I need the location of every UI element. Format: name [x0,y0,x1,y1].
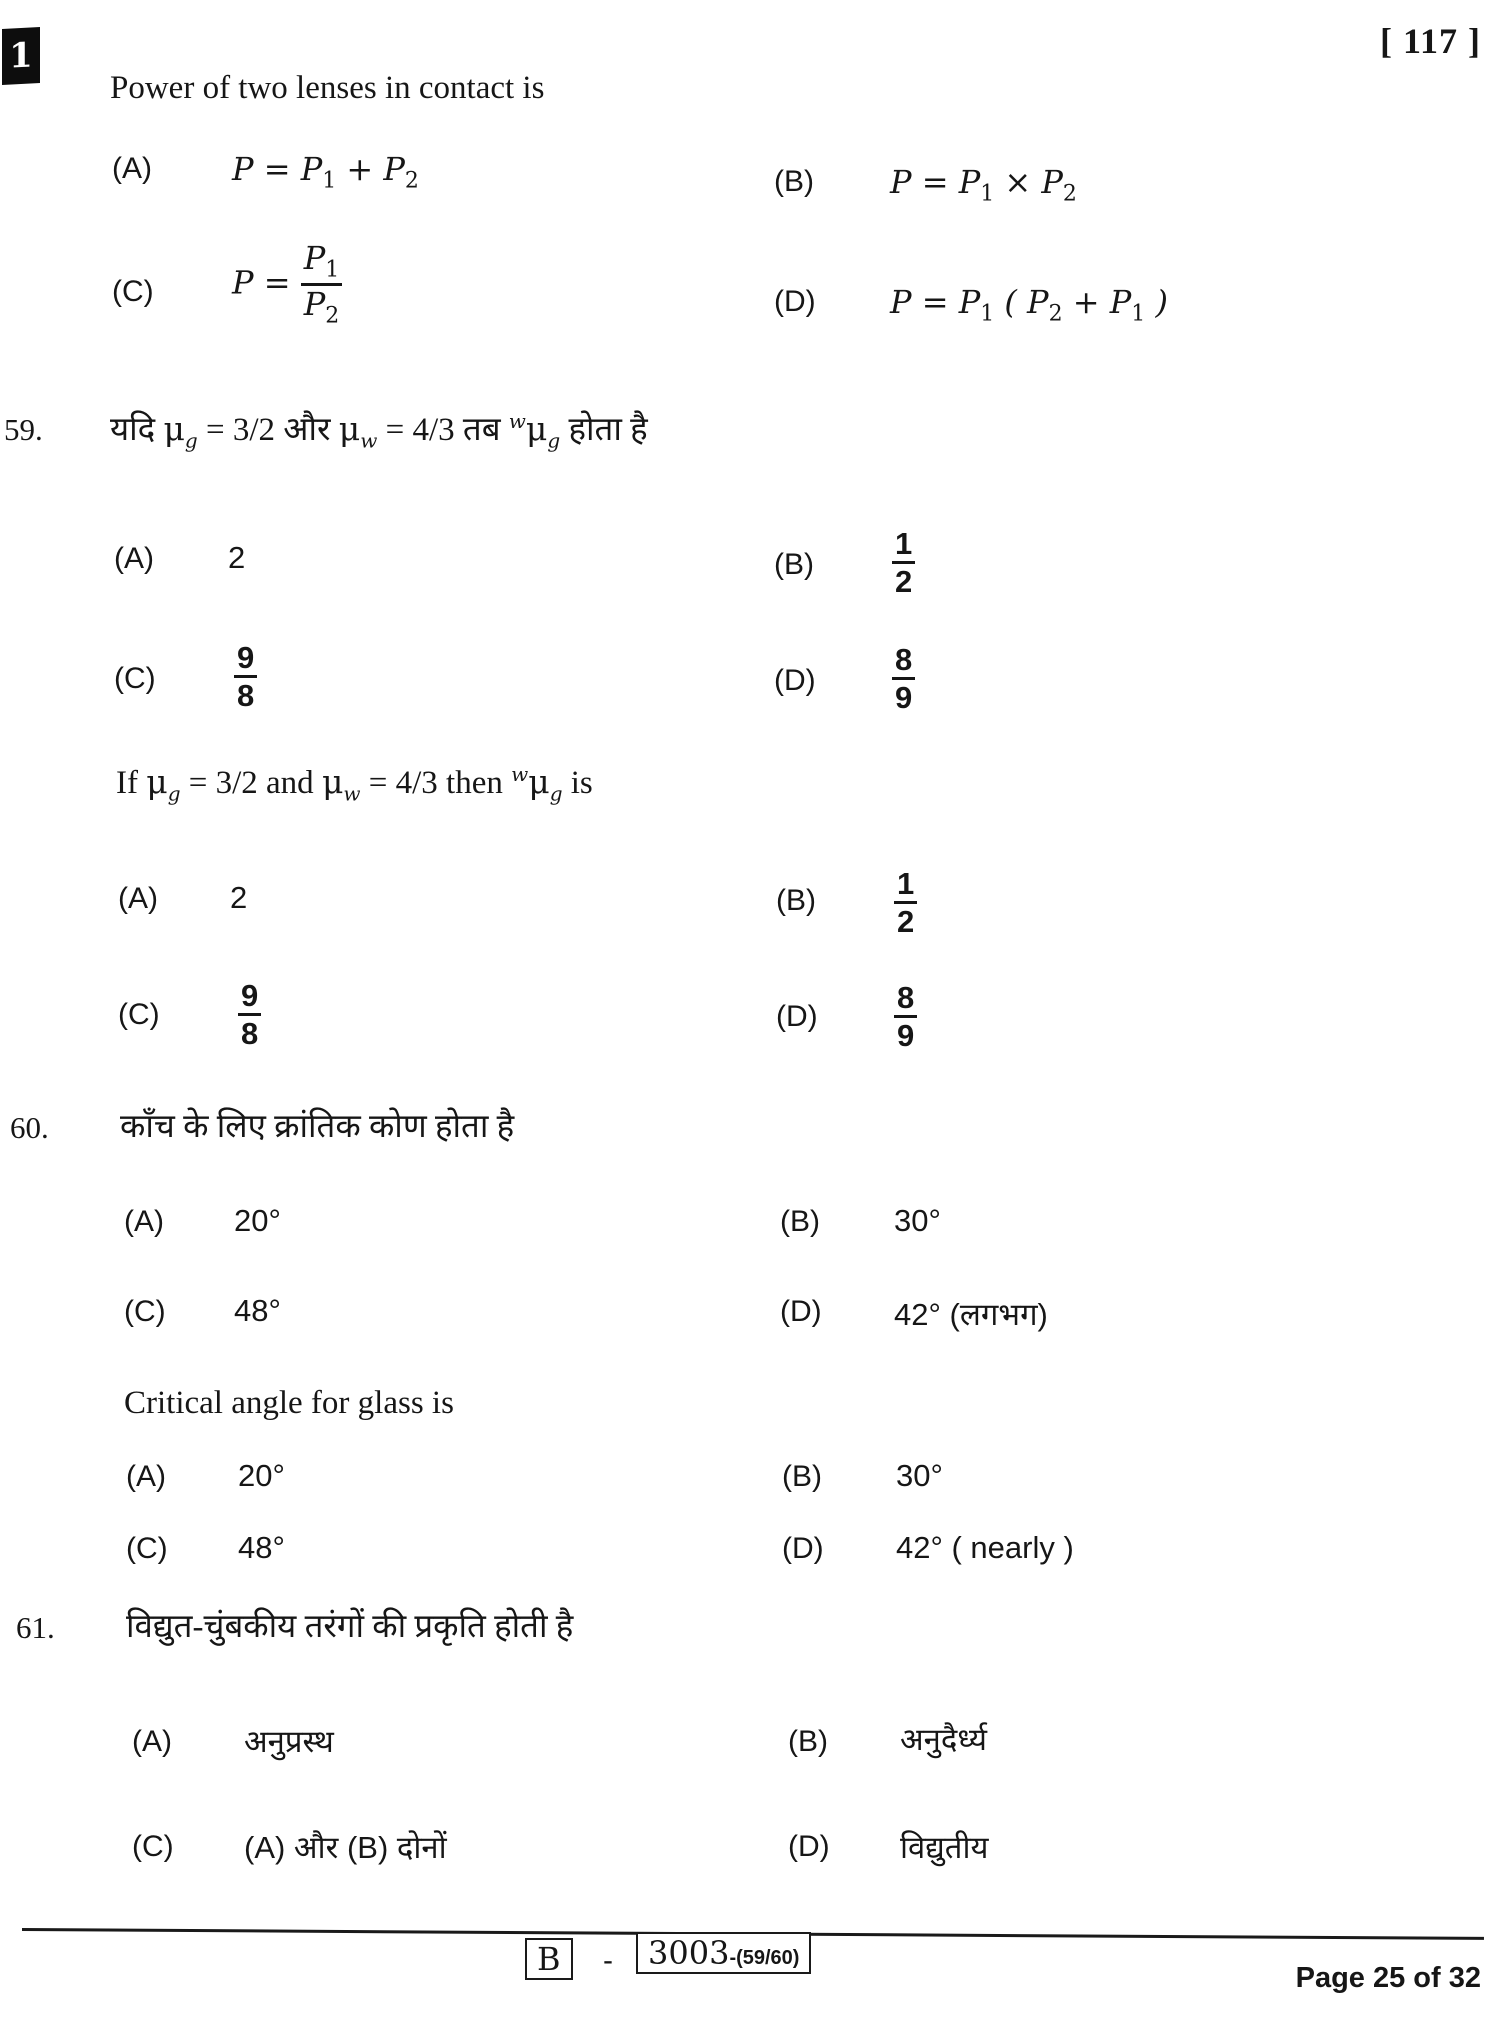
q59-en-option-b-value: $\frac{1}{2}$ [894,868,917,937]
q58-option-a-label: (A) [112,152,152,185]
q61-option-b-value: अनुदैर्ध्य [900,1722,987,1757]
question-59-number: 59. [4,412,43,447]
q59-en-option-d-value: $\frac{8}{9}$ [894,982,917,1051]
q60-en-option-a-label: (A) [126,1460,166,1493]
q59-en-option-c-label: (C) [118,998,160,1031]
page-number: Page 25 of 32 [1295,1962,1481,1994]
q61-option-d-label: (D) [788,1830,830,1863]
question-59-text-en: If $\mu_g = 3/2$ and $\mu_w = 4/3$ then $^w\mu_g$ is [116,762,593,806]
q58-option-c-value: P = $\frac{P_1}{P_2}$ [232,242,342,328]
question-61-text-hi: विद्युत-चुंबकीय तरंगों की प्रकृति होती है [126,1609,574,1645]
q59-hi-option-a-label: (A) [114,542,154,575]
question-60-text-hi: काँच के लिए क्रांतिक कोण होता है [120,1109,515,1145]
q61-option-a-value: अनुप्रस्थ [244,1724,334,1759]
q60-hi-option-d-label: (D) [780,1295,822,1328]
q59-hi-option-c-value: $\frac{9}{8}$ [234,642,257,711]
question-58-text-en: Power of two lenses in contact is [110,70,545,106]
q61-option-b-label: (B) [788,1725,828,1758]
q59-en-option-a-label: (A) [118,882,158,915]
paper-code-box: 3003-(59/60) [636,1932,811,1974]
question-61-number: 61. [16,1610,55,1645]
q60-en-option-b-value: 30° [896,1458,943,1493]
q60-hi-option-a-value: 20° [234,1203,281,1238]
q60-hi-option-d-value: 42° (लगभग) [894,1297,1048,1332]
q59-hi-option-a-value: 2 [228,540,246,575]
question-59-text-hi: यदि $\mu_g = 3/2$ और $\mu_w = 4/3$ तब $^w\mu_g$ होता है [110,409,648,453]
question-60-number: 60. [10,1110,49,1145]
q60-en-option-d-value: 42° ( nearly ) [896,1530,1074,1565]
q59-hi-option-d-label: (D) [774,664,816,697]
page-reference: [ 117 ] [1380,21,1481,61]
q60-en-option-c-label: (C) [126,1532,168,1565]
question-60-text-en: Critical angle for glass is [124,1385,454,1421]
q60-hi-option-b-value: 30° [894,1203,941,1238]
series-code-box: B [525,1938,573,1980]
q59-hi-option-b-value: $\frac{1}{2}$ [892,528,915,597]
footer-dash: - [603,1944,613,1977]
q59-en-option-a-value: 2 [230,880,248,915]
q58-option-d-label: (D) [774,285,816,318]
q58-option-a-value: $P = P_1 + P_2$ [232,150,419,194]
q59-hi-option-b-label: (B) [774,548,814,581]
q59-en-option-c-value: $\frac{9}{8}$ [238,980,261,1049]
q58-option-d-value: $P = P_1$ ( $P_2 + P_1$ ) [890,283,1168,327]
q61-option-a-label: (A) [132,1725,172,1758]
q61-option-c-value: (A) और (B) दोनों [244,1830,447,1865]
q58-option-c-label: (C) [112,275,154,308]
q61-option-d-value: विद्युतीय [900,1830,989,1865]
q59-hi-option-c-label: (C) [114,662,156,695]
q60-hi-option-a-label: (A) [124,1205,164,1238]
q60-en-option-d-label: (D) [782,1532,824,1565]
q60-en-option-c-value: 48° [238,1530,285,1565]
q60-en-option-b-label: (B) [782,1460,822,1493]
q60-en-option-a-value: 20° [238,1458,285,1493]
q59-hi-option-d-value: $\frac{8}{9}$ [892,644,915,713]
q59-en-option-b-label: (B) [776,884,816,917]
q58-option-b-value: $P = P_1 \times P_2$ [890,163,1077,207]
q61-option-c-label: (C) [132,1830,174,1863]
q58-option-b-label: (B) [774,165,814,198]
q60-hi-option-c-value: 48° [234,1293,281,1328]
section-badge: 1 [2,27,40,85]
q60-hi-option-c-label: (C) [124,1295,166,1328]
q59-en-option-d-label: (D) [776,1000,818,1033]
q60-hi-option-b-label: (B) [780,1205,820,1238]
